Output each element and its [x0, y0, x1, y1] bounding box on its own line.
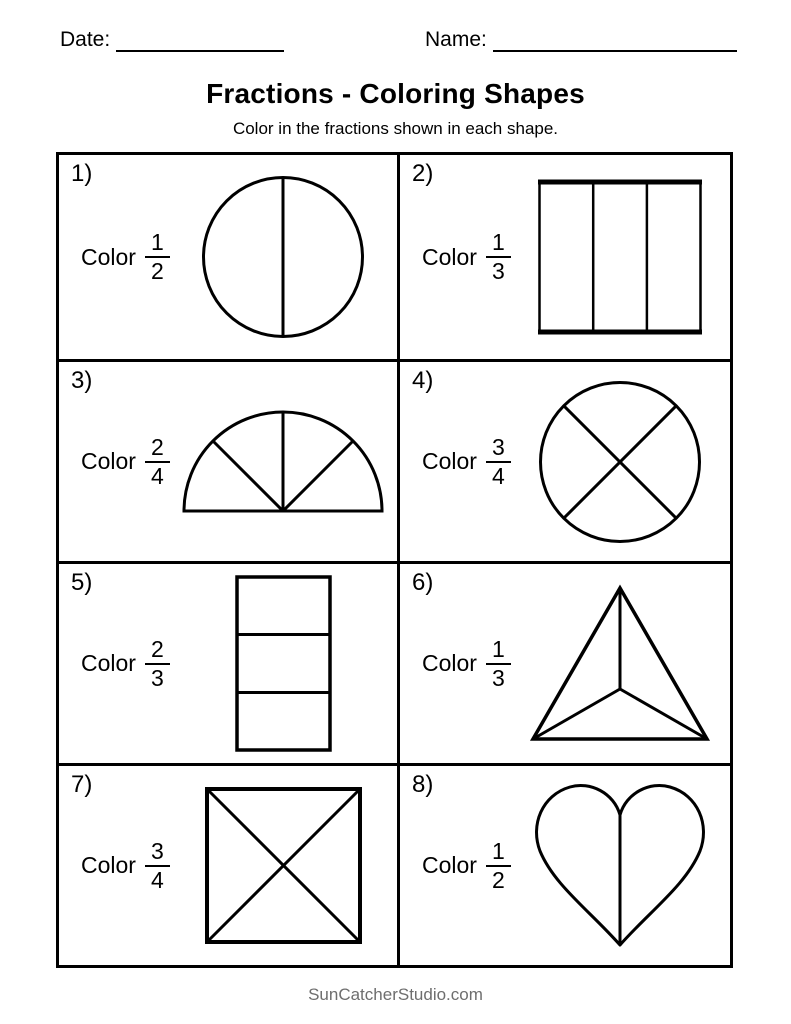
rectangle-thirds-vertical-shape [511, 179, 730, 335]
fraction [486, 435, 511, 489]
fraction [145, 435, 170, 489]
site-credit: SunCatcherStudio.com [308, 985, 483, 1004]
circle-halves-shape [170, 174, 397, 340]
problem-cell-1 [59, 155, 397, 359]
fraction [486, 637, 511, 691]
problem-cell-8 [397, 763, 730, 965]
fraction-numerator: 1 [486, 230, 511, 258]
problems-grid [56, 152, 733, 968]
rectangle-thirds-horizontal-shape [170, 575, 397, 752]
square-diagonal-quarters-shape [170, 787, 397, 944]
fraction-numerator: 2 [145, 637, 170, 665]
color-label: Color [422, 852, 477, 878]
fraction-numerator: 1 [486, 839, 511, 867]
fraction [145, 637, 170, 691]
color-instruction [81, 839, 170, 893]
color-label: Color [422, 448, 477, 474]
date-label: Date: [60, 28, 111, 51]
color-instruction [422, 637, 511, 691]
fraction-numerator: 1 [145, 230, 170, 258]
fraction-denominator: 2 [150, 258, 164, 284]
fraction-denominator: 4 [150, 866, 164, 893]
date-blank-line [116, 30, 284, 52]
color-instruction [422, 435, 511, 489]
fraction-denominator: 3 [491, 258, 505, 284]
problem-cell-5 [59, 561, 397, 763]
circle-diagonal-quarters-shape [511, 379, 730, 545]
color-instruction [81, 637, 170, 691]
problem-number: 7) [71, 771, 93, 798]
fraction [145, 230, 170, 284]
problem-number: 1) [71, 160, 93, 187]
problem-number: 3) [71, 367, 93, 394]
name-field [425, 28, 737, 52]
color-label: Color [81, 852, 136, 878]
problem-number: 5) [71, 569, 93, 596]
problem-cell-4 [397, 359, 730, 561]
fraction-denominator: 4 [491, 462, 505, 489]
color-label: Color [422, 650, 477, 676]
fraction-denominator: 2 [491, 866, 505, 893]
fraction-denominator: 4 [150, 462, 164, 489]
heart-halves-shape [511, 780, 730, 951]
fraction [486, 230, 511, 284]
fraction [145, 839, 170, 893]
color-label: Color [81, 448, 136, 474]
triangle-thirds-shape [511, 583, 730, 744]
problem-cell-7 [59, 763, 397, 965]
color-label: Color [81, 650, 136, 676]
color-instruction [422, 839, 511, 893]
fraction-denominator: 3 [150, 664, 164, 691]
color-instruction [422, 230, 511, 284]
name-blank-line [493, 30, 737, 52]
problem-cell-2 [397, 155, 730, 359]
page-subtitle: Color in the fractions shown in each shape. [232, 119, 559, 138]
date-field [60, 28, 284, 52]
name-label: Name: [425, 28, 487, 51]
fraction [486, 839, 511, 893]
problem-number: 6) [412, 569, 434, 596]
fraction-denominator: 3 [491, 664, 505, 691]
problem-number: 2) [412, 160, 434, 187]
fraction-numerator: 3 [486, 435, 511, 463]
color-label: Color [81, 243, 136, 270]
semicircle-quarters-shape [170, 408, 397, 515]
problem-cell-6 [397, 561, 730, 763]
problem-number: 4) [412, 367, 434, 394]
fraction-numerator: 1 [486, 637, 511, 665]
fraction-numerator: 3 [145, 839, 170, 867]
fraction-numerator: 2 [145, 435, 170, 463]
problem-cell-3 [59, 359, 397, 561]
color-label: Color [422, 243, 477, 270]
color-instruction [81, 435, 170, 489]
problem-number: 8) [412, 771, 434, 798]
page-title: Fractions - Coloring Shapes [206, 78, 585, 109]
color-instruction [81, 230, 170, 284]
